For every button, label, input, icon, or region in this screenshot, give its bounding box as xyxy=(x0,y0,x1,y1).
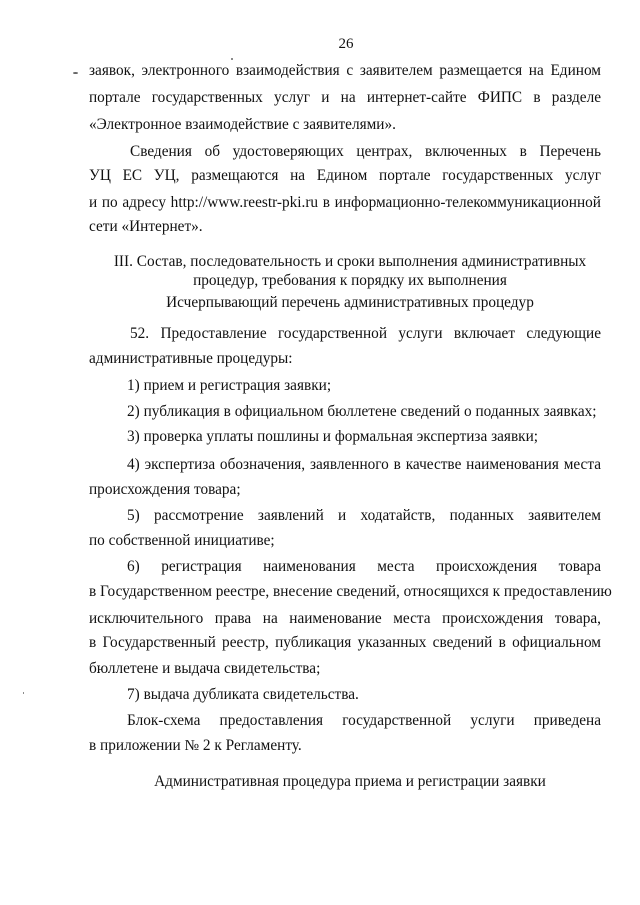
list-item-continuation: происхождения товара; xyxy=(89,481,241,498)
list-item-continuation: в Государственном реестре, внесение сведений, относящихся к предоставлению xyxy=(89,583,612,600)
paragraph-line: УЦ ЕС УЦ, размещаются на Едином портале государственных услуг xyxy=(89,167,601,184)
list-item: 2) публикация в официальном бюллетене сведений о поданных заявках; xyxy=(127,403,597,420)
subheading: Исчерпывающий перечень административных процедур xyxy=(166,294,534,311)
list-item-continuation: по собственной инициативе; xyxy=(89,532,275,549)
list-item: 5) рассмотрение заявлений и ходатайств, поданных заявителем xyxy=(127,507,601,524)
list-item: 7) выдача дубликата свидетельства. xyxy=(127,686,359,703)
paragraph-line: в приложении № 2 к Регламенту. xyxy=(89,737,302,754)
paragraph-line: административные процедуры: xyxy=(89,350,293,367)
paragraph-line: сети «Интернет». xyxy=(89,218,203,235)
paragraph-line: «Электронное взаимодействие с заявителями». xyxy=(89,116,396,133)
subheading: Административная процедура приема и регистрации заявки xyxy=(154,773,546,790)
paragraph-line: 52. Предоставление государственной услуги включает следующие xyxy=(130,325,601,342)
section-heading-line: III. Состав, последовательность и сроки выполнения административных xyxy=(113,253,587,270)
list-item-continuation: бюллетене и выдача свидетельства; xyxy=(89,660,321,677)
list-item: 6) регистрация наименования места происхождения товара xyxy=(127,558,601,575)
paragraph-line: Блок-схема предоставления государственной услуги приведена xyxy=(127,712,601,729)
paragraph-line: заявок, электронного взаимодействия с заявителем размещается на Едином xyxy=(89,62,601,79)
section-heading-line: процедур, требования к порядку их выполнения xyxy=(193,272,507,289)
list-item-continuation: в Государственный реестр, публикация указанных сведений в официальном xyxy=(89,634,601,651)
scan-speck xyxy=(231,58,233,60)
scan-speck xyxy=(23,692,24,694)
list-item: 1) прием и регистрация заявки; xyxy=(127,377,332,394)
list-item: 4) экспертиза обозначения, заявленного в качестве наименования места xyxy=(127,456,601,473)
scan-speck xyxy=(73,72,78,74)
paragraph-line: портале государственных услуг и на интернет-сайте ФИПС в разделе xyxy=(89,89,601,106)
page-number: 26 xyxy=(338,36,354,52)
list-item-continuation: исключительного права на наименование места происхождения товара, xyxy=(89,610,601,627)
paragraph-line: Сведения об удостоверяющих центрах, включенных в Перечень xyxy=(130,143,601,160)
paragraph-line: и по адресу http://www.reestr-pki.ru в информационно-телекоммуникационной xyxy=(89,194,601,211)
list-item: 3) проверка уплаты пошлины и формальная экспертиза заявки; xyxy=(127,428,539,445)
